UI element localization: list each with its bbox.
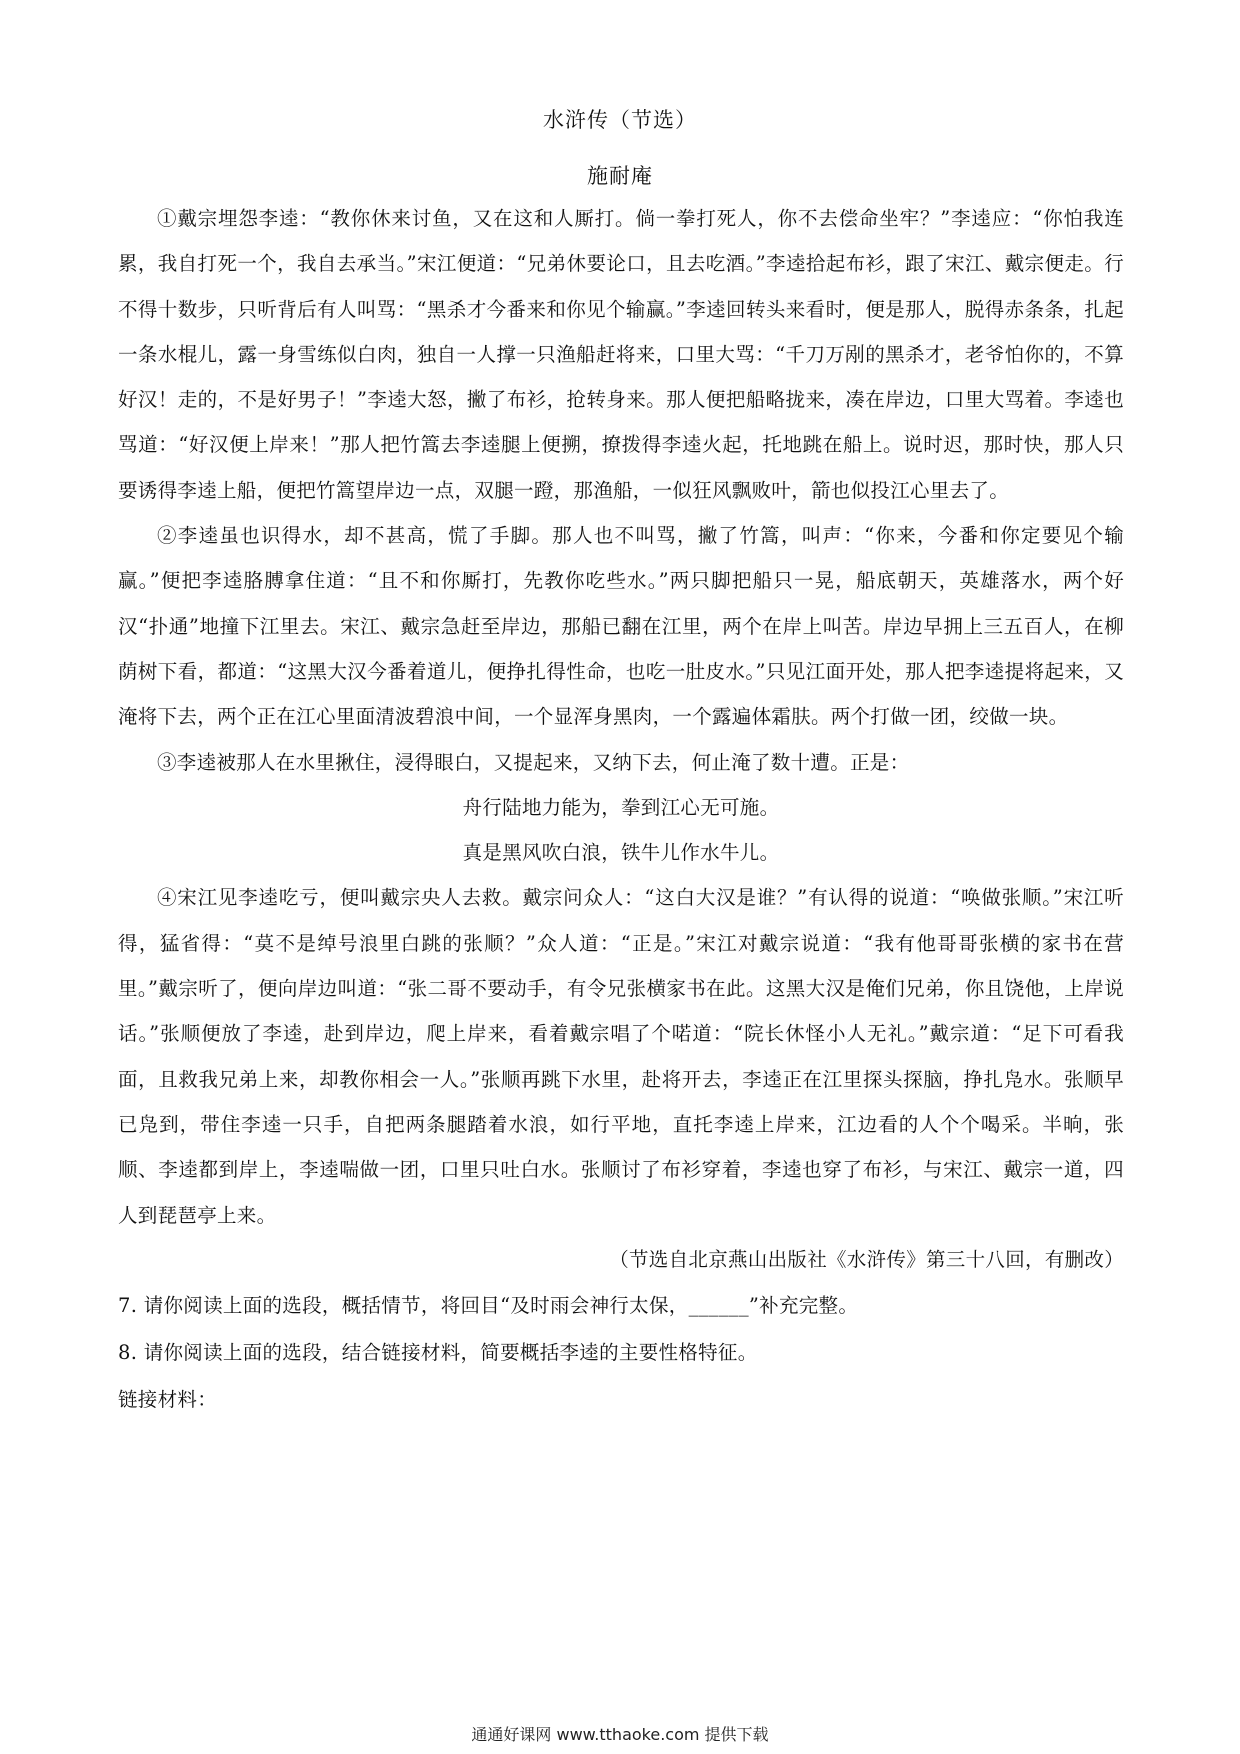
paragraph-1: ①戴宗埋怨李逵：“教你休来讨鱼，又在这和人厮打。倘一拳打死人，你不去偿命坐牢？”李逵应：“你怕我连累，我自打死一个，我自去承当。”宋江便道：“兄弟休要论口，且去吃酒。”李逵拾起布衫，跟了宋江、戴宗便走。行不得十数步，只听背后有人叫骂：“黑杀才今番来和你见个输赢。”李逵回转头来看时，便是那人，脱得赤条条，扎起一条水棍儿，露一身雪练似白肉，独自一人撑一只渔船赶将来，口里大骂：“千刀万剐的黑杀才，老爷怕你的，不算好汉！走的，不是好男子！”李逵大怒，撇了布衫，抢转身来。那人便把船略拢来，凑在岸边，口里大骂着。李逵也骂道：“好汉便上岸来！”那人把竹篙去李逵腿上便搠，撩拨得李逵火起，托地跳在船上。说时迟，那时快，那人只要诱得李逵上船，便把竹篙望岸边一点，双腿一蹬，那渔船，一似狂风飘败叶，箭也似投江心里去了。 (118, 207, 1124, 502)
question-8: 8. 请你阅读上面的选段，结合链接材料，简要概括李逵的主要性格特征。 (118, 1340, 758, 1364)
link-material-label: 链接材料： (118, 1387, 218, 1411)
passage-body (118, 196, 1124, 1423)
question-7: 7. 请你阅读上面的选段，概括情节，将回目“及时雨会神行太保，______”补充完整。 (118, 1293, 859, 1317)
paragraph-2: ②李逵虽也识得水，却不甚高，慌了手脚。那人也不叫骂，撇了竹篙，叫声：“你来，今番和你定要见个输赢。”便把李逵胳膊拿住道：“且不和你厮打，先教你吃些水。”两只脚把船只一晃，船底朝天，英雄落水，两个好汉“扑通”地撞下江里去。宋江、戴宗急赶至岸边，那船已翻在江里，两个在岸上叫苦。岸边早拥上三五百人，在柳荫树下看，都道：“这黑大汉今番着道儿，便挣扎得性命，也吃一肚皮水。”只见江面开处，那人把李逵提将起来，又淹将下去，两个正在江心里面清波碧浪中间，一个显浑身黑肉，一个露遍体霜肤。两个打做一团，绞做一块。 (118, 524, 1124, 729)
paragraph-4: ④宋江见李逵吃亏，便叫戴宗央人去救。戴宗问众人：“这白大汉是谁？”有认得的说道：“唤做张顺。”宋江听得，猛省得：“莫不是绰号浪里白跳的张顺？”众人道：“正是。”宋江对戴宗说道：“我有他哥哥张横的家书在营里。”戴宗听了，便向岸边叫道：“张二哥不要动手，有令兄张横家书在此。这黑大汉是俺们兄弟，你且饶他，上岸说话。”张顺便放了李逵，赴到岸边，爬上岸来，看着戴宗唱了个喏道：“院长休怪小人无礼。”戴宗道：“足下可看我面，且救我兄弟上来，却教你相会一人。”张顺再跳下水里，赴将开去，李逵正在江里探头探脑，挣扎凫水。张顺早已凫到，带住李逵一只手，自把两条腿踏着水浪，如行平地，直托李逵上岸来，江边看的人个个喝采。半晌，张顺、李逵都到岸上，李逵喘做一团，口里只吐白水。张顺讨了布衫穿着，李逵也穿了布衫，与宋江、戴宗一道，四人到琵琶亭上来。 (118, 886, 1124, 1227)
verse-line-2: 真是黑风吹白浪，铁牛儿作水牛儿。 (462, 841, 780, 865)
source-citation: （节选自北京燕山出版社《水浒传》第三十八回，有删改） (609, 1247, 1124, 1271)
verse-line-1: 舟行陆地力能为，拳到江心无可施。 (462, 795, 780, 819)
paragraph-3: ③李逵被那人在水里揪住，浸得眼白，又提起来，又纳下去，何止淹了数十遭。正是： (157, 750, 910, 774)
passage-author: 施耐庵 (587, 164, 653, 188)
passage-title: 水浒传（节选） (543, 108, 697, 132)
footer-credit: 通通好课网 www.tthaoke.com 提供下载 (471, 1725, 769, 1744)
